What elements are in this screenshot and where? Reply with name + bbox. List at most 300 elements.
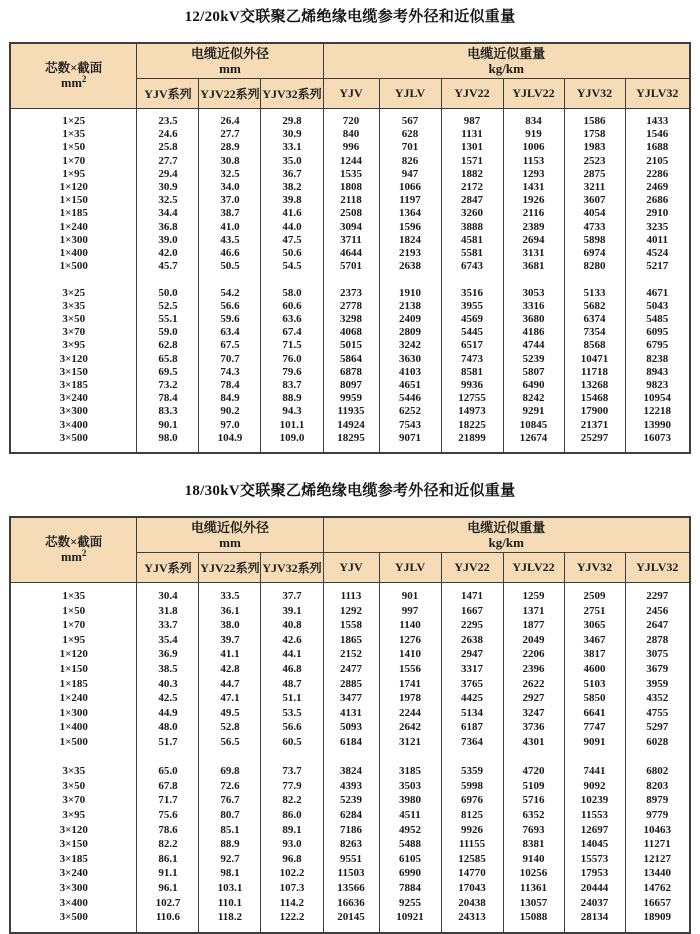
value-cell: 33.1: [261, 141, 323, 154]
value-cell: 51.1: [261, 691, 323, 706]
value-cell: 2206: [503, 647, 564, 662]
value-cell: 58.0: [261, 287, 323, 300]
value-cell: 996: [323, 141, 379, 154]
spec-cell: 1×50: [10, 141, 137, 154]
spacer-cell: [564, 750, 625, 765]
value-cell: 65.8: [137, 353, 199, 366]
value-cell: 55.1: [137, 313, 199, 326]
value-cell: 11271: [625, 837, 690, 852]
table-row: [10, 633, 690, 648]
col-header-yjv22-series: YJV22系列: [199, 79, 261, 109]
value-cell: 4671: [625, 287, 690, 300]
value-cell: 33.5: [199, 583, 261, 604]
value-cell: 6976: [441, 793, 503, 808]
value-cell: 4011: [625, 234, 690, 247]
value-cell: 14762: [625, 881, 690, 896]
value-cell: 48.7: [261, 677, 323, 692]
value-cell: 38.2: [261, 181, 323, 194]
value-cell: 5488: [379, 837, 441, 852]
value-cell: 3824: [323, 764, 379, 779]
value-cell: 947: [379, 168, 441, 181]
value-cell: 6187: [441, 720, 503, 735]
value-cell: 52.5: [137, 300, 199, 313]
value-cell: 4524: [625, 247, 690, 260]
value-cell: 110.6: [137, 910, 199, 933]
table-body: [10, 109, 690, 454]
value-cell: 118.2: [199, 910, 261, 933]
value-cell: 10256: [503, 866, 564, 881]
spec-cell: 1×70: [10, 618, 137, 633]
col-header-yjv22: YJV22: [441, 79, 503, 109]
table-row: [10, 604, 690, 619]
value-cell: 9091: [564, 735, 625, 750]
value-cell: 28134: [564, 910, 625, 933]
value-cell: 10239: [564, 793, 625, 808]
value-cell: 919: [503, 128, 564, 141]
value-cell: 1006: [503, 141, 564, 154]
value-cell: 1131: [441, 128, 503, 141]
table-row: [10, 109, 690, 129]
value-cell: 1293: [503, 168, 564, 181]
spec-cell: 1×500: [10, 735, 137, 750]
table-row: [10, 128, 690, 141]
value-cell: 60.5: [261, 735, 323, 750]
table-row: [10, 881, 690, 896]
value-cell: 2509: [564, 583, 625, 604]
value-cell: 4644: [323, 247, 379, 260]
spec-cell: 3×120: [10, 823, 137, 838]
od-group-label: 电缆近似外径: [190, 520, 269, 536]
value-cell: 10921: [379, 910, 441, 933]
value-cell: 9959: [323, 392, 379, 405]
spec-cell: 1×240: [10, 221, 137, 234]
value-cell: 90.2: [199, 405, 261, 418]
value-cell: 79.6: [261, 366, 323, 379]
value-cell: 13268: [564, 379, 625, 392]
col-header-outer-diameter: [137, 43, 323, 79]
value-cell: 3242: [379, 339, 441, 352]
value-cell: 5043: [625, 300, 690, 313]
value-cell: 3185: [379, 764, 441, 779]
value-cell: 5701: [323, 260, 379, 273]
od-group-label: 电缆近似外径: [190, 46, 269, 61]
value-cell: 12697: [564, 823, 625, 838]
spec-cell: 3×400: [10, 419, 137, 432]
col-header-yjv: YJV: [323, 553, 379, 583]
value-cell: 5239: [503, 353, 564, 366]
wt-unit-label: kg/km: [488, 535, 524, 551]
spec-unit: $mm^2$: [61, 547, 87, 565]
value-cell: 1292: [323, 604, 379, 619]
value-cell: 6374: [564, 313, 625, 326]
value-cell: 23.5: [137, 109, 199, 129]
value-cell: 76.0: [261, 353, 323, 366]
spec-cell: 3×120: [10, 353, 137, 366]
value-cell: 3817: [564, 647, 625, 662]
value-cell: 37.0: [199, 194, 261, 207]
value-cell: 42.6: [261, 633, 323, 648]
value-cell: 38.0: [199, 618, 261, 633]
value-cell: 39.8: [261, 194, 323, 207]
value-cell: 13990: [625, 419, 690, 432]
value-cell: 73.2: [137, 379, 199, 392]
value-cell: 6184: [323, 735, 379, 750]
value-cell: 8238: [625, 353, 690, 366]
table-row: [10, 300, 690, 313]
value-cell: 51.7: [137, 735, 199, 750]
value-cell: 628: [379, 128, 441, 141]
value-cell: 71.5: [261, 339, 323, 352]
value-cell: 2686: [625, 194, 690, 207]
value-cell: 3235: [625, 221, 690, 234]
value-cell: 2927: [503, 691, 564, 706]
value-cell: 2694: [503, 234, 564, 247]
value-cell: 2622: [503, 677, 564, 692]
value-cell: 13057: [503, 896, 564, 911]
spec-cell: 3×95: [10, 808, 137, 823]
value-cell: 5446: [379, 392, 441, 405]
spec-cell: 1×50: [10, 604, 137, 619]
spec-cell: 3×70: [10, 326, 137, 339]
spec-cell: 3×240: [10, 392, 137, 405]
value-cell: 12755: [441, 392, 503, 405]
table-row: [10, 432, 690, 453]
value-cell: 4186: [503, 326, 564, 339]
value-cell: 2286: [625, 168, 690, 181]
value-cell: 32.5: [137, 194, 199, 207]
value-cell: 4054: [564, 207, 625, 220]
table-row: [10, 779, 690, 794]
value-cell: 9926: [441, 823, 503, 838]
value-cell: 8097: [323, 379, 379, 392]
value-cell: 30.9: [137, 181, 199, 194]
value-cell: 2244: [379, 706, 441, 721]
value-cell: 1882: [441, 168, 503, 181]
value-cell: 9551: [323, 852, 379, 867]
value-cell: 9823: [625, 379, 690, 392]
value-cell: 9291: [503, 405, 564, 418]
value-cell: 10471: [564, 353, 625, 366]
value-cell: 8280: [564, 260, 625, 273]
value-cell: 2389: [503, 221, 564, 234]
value-cell: 90.1: [137, 419, 199, 432]
value-cell: 1371: [503, 604, 564, 619]
value-cell: 3316: [503, 300, 564, 313]
col-header-yjlv: YJLV: [379, 79, 441, 109]
value-cell: 12674: [503, 432, 564, 453]
spacer-cell: [503, 750, 564, 765]
value-cell: 3680: [503, 313, 564, 326]
value-cell: 1808: [323, 181, 379, 194]
value-cell: 1667: [441, 604, 503, 619]
value-cell: 41.6: [261, 207, 323, 220]
value-cell: 71.7: [137, 793, 199, 808]
table-row: [10, 155, 690, 168]
value-cell: 2049: [503, 633, 564, 648]
value-cell: 83.7: [261, 379, 323, 392]
value-cell: 96.8: [261, 852, 323, 867]
value-cell: 39.0: [137, 234, 199, 247]
value-cell: 44.1: [261, 647, 323, 662]
value-cell: 20438: [441, 896, 503, 911]
value-cell: 46.8: [261, 662, 323, 677]
value-cell: 24037: [564, 896, 625, 911]
value-cell: 15468: [564, 392, 625, 405]
value-cell: 41.1: [199, 647, 261, 662]
spec-cell: 3×240: [10, 866, 137, 881]
table-row: [10, 168, 690, 181]
table-row: [10, 735, 690, 750]
table-row: [10, 793, 690, 808]
value-cell: 20444: [564, 881, 625, 896]
value-cell: 96.1: [137, 881, 199, 896]
value-cell: 8979: [625, 793, 690, 808]
value-cell: 1983: [564, 141, 625, 154]
value-cell: 1586: [564, 109, 625, 129]
value-cell: 26.4: [199, 109, 261, 129]
value-cell: 10954: [625, 392, 690, 405]
value-cell: 1558: [323, 618, 379, 633]
value-cell: 1471: [441, 583, 503, 604]
value-cell: 114.2: [261, 896, 323, 911]
value-cell: 6802: [625, 764, 690, 779]
value-cell: 10845: [503, 419, 564, 432]
spacer-cell: [379, 750, 441, 765]
value-cell: 2878: [625, 633, 690, 648]
value-cell: 5807: [503, 366, 564, 379]
value-cell: 2508: [323, 207, 379, 220]
value-cell: 15573: [564, 852, 625, 867]
value-cell: 1535: [323, 168, 379, 181]
value-cell: 3765: [441, 677, 503, 692]
value-cell: 42.8: [199, 662, 261, 677]
value-cell: 1824: [379, 234, 441, 247]
spacer-cell: [261, 273, 323, 286]
value-cell: 2523: [564, 155, 625, 168]
spacer-cell: [199, 750, 261, 765]
table-row: [10, 419, 690, 432]
value-cell: 5103: [564, 677, 625, 692]
value-cell: 3211: [564, 181, 625, 194]
value-cell: 1364: [379, 207, 441, 220]
value-cell: 3607: [564, 194, 625, 207]
value-cell: 1571: [441, 155, 503, 168]
table-row: [10, 662, 690, 677]
value-cell: 6028: [625, 735, 690, 750]
value-cell: 104.9: [199, 432, 261, 453]
value-cell: 3298: [323, 313, 379, 326]
value-cell: 86.1: [137, 852, 199, 867]
value-cell: 840: [323, 128, 379, 141]
value-cell: 15088: [503, 910, 564, 933]
value-cell: 3679: [625, 662, 690, 677]
value-cell: 85.1: [199, 823, 261, 838]
value-cell: 45.7: [137, 260, 199, 273]
od-unit-label: mm: [219, 535, 241, 551]
spec-label: 芯数×截面: [45, 535, 103, 550]
spec-cell: 1×95: [10, 633, 137, 648]
value-cell: 12585: [441, 852, 503, 867]
value-cell: 83.3: [137, 405, 199, 418]
value-cell: 24313: [441, 910, 503, 933]
value-cell: 72.6: [199, 779, 261, 794]
header-row-groups: [10, 43, 690, 79]
value-cell: 567: [379, 109, 441, 129]
value-cell: 70.7: [199, 353, 261, 366]
value-cell: 2456: [625, 604, 690, 619]
table-row: [10, 194, 690, 207]
value-cell: 50.0: [137, 287, 199, 300]
value-cell: 82.2: [137, 837, 199, 852]
value-cell: 2373: [323, 287, 379, 300]
value-cell: 92.7: [199, 852, 261, 867]
table-body: [10, 583, 690, 933]
col-header-yjv32-series: YJV32系列: [261, 79, 323, 109]
value-cell: 122.2: [261, 910, 323, 933]
table-row: [10, 366, 690, 379]
value-cell: 4569: [441, 313, 503, 326]
value-cell: 98.0: [137, 432, 199, 453]
value-cell: 7354: [564, 326, 625, 339]
value-cell: 3317: [441, 662, 503, 677]
table-row: [10, 647, 690, 662]
value-cell: 65.0: [137, 764, 199, 779]
value-cell: 5850: [564, 691, 625, 706]
value-cell: 1259: [503, 583, 564, 604]
spec-cell: 1×500: [10, 260, 137, 273]
value-cell: 9779: [625, 808, 690, 823]
table-row: [10, 852, 690, 867]
value-cell: 2193: [379, 247, 441, 260]
value-cell: 8943: [625, 366, 690, 379]
value-cell: 94.3: [261, 405, 323, 418]
value-cell: 5581: [441, 247, 503, 260]
value-cell: 3888: [441, 221, 503, 234]
value-cell: 5093: [323, 720, 379, 735]
value-cell: 52.8: [199, 720, 261, 735]
value-cell: 3681: [503, 260, 564, 273]
spec-cell: 1×120: [10, 647, 137, 662]
spacer-cell: [625, 750, 690, 765]
col-header-spec: [10, 517, 137, 583]
value-cell: 29.8: [261, 109, 323, 129]
table-row: [10, 141, 690, 154]
col-header-weight: [323, 43, 690, 79]
value-cell: 80.7: [199, 808, 261, 823]
value-cell: 27.7: [199, 128, 261, 141]
value-cell: 6974: [564, 247, 625, 260]
value-cell: 17900: [564, 405, 625, 418]
value-cell: 7364: [441, 735, 503, 750]
value-cell: 4425: [441, 691, 503, 706]
value-cell: 5716: [503, 793, 564, 808]
value-cell: 4952: [379, 823, 441, 838]
value-cell: 2172: [441, 181, 503, 194]
table-row: [10, 326, 690, 339]
value-cell: 2118: [323, 194, 379, 207]
table-row: [10, 618, 690, 633]
value-cell: 16636: [323, 896, 379, 911]
value-cell: 59.6: [199, 313, 261, 326]
col-header-yjv: YJV: [323, 79, 379, 109]
value-cell: 2409: [379, 313, 441, 326]
spec-cell: 3×300: [10, 405, 137, 418]
spec-cell: 3×300: [10, 881, 137, 896]
value-cell: 21899: [441, 432, 503, 453]
value-cell: 11935: [323, 405, 379, 418]
spec-cell: 3×50: [10, 313, 137, 326]
spec-cell: 1×25: [10, 109, 137, 129]
spec-cell: 1×400: [10, 247, 137, 260]
value-cell: 67.5: [199, 339, 261, 352]
value-cell: 14924: [323, 419, 379, 432]
spec-cell: 3×35: [10, 300, 137, 313]
value-cell: 1431: [503, 181, 564, 194]
cable-table-12-20kv: [9, 42, 691, 454]
spec-cell: 1×400: [10, 720, 137, 735]
spec-cell: 1×185: [10, 207, 137, 220]
spacer-cell: [10, 750, 137, 765]
spacer-cell: [503, 273, 564, 286]
wt-group-label: 电缆近似重量: [467, 520, 546, 536]
value-cell: 826: [379, 155, 441, 168]
value-cell: 62.8: [137, 339, 199, 352]
table-row: [10, 764, 690, 779]
value-cell: 7473: [441, 353, 503, 366]
value-cell: 10463: [625, 823, 690, 838]
value-cell: 34.0: [199, 181, 261, 194]
value-cell: 8203: [625, 779, 690, 794]
value-cell: 4352: [625, 691, 690, 706]
value-cell: 2778: [323, 300, 379, 313]
value-cell: 25297: [564, 432, 625, 453]
value-cell: 4744: [503, 339, 564, 352]
spec-label: 芯数×截面: [45, 61, 103, 75]
value-cell: 69.8: [199, 764, 261, 779]
value-cell: 7884: [379, 881, 441, 896]
value-cell: 5133: [564, 287, 625, 300]
value-cell: 3477: [323, 691, 379, 706]
col-header-yjv22: YJV22: [441, 553, 503, 583]
table-row: [10, 837, 690, 852]
value-cell: 1546: [625, 128, 690, 141]
value-cell: 16657: [625, 896, 690, 911]
value-cell: 39.7: [199, 633, 261, 648]
value-cell: 27.7: [137, 155, 199, 168]
value-cell: 6795: [625, 339, 690, 352]
col-header-yjv22-series: YJV22系列: [199, 553, 261, 583]
spec-cell: 3×500: [10, 432, 137, 453]
value-cell: 109.0: [261, 432, 323, 453]
table-row: [10, 234, 690, 247]
value-cell: 5485: [625, 313, 690, 326]
value-cell: 103.1: [199, 881, 261, 896]
spec-cell: 3×95: [10, 339, 137, 352]
value-cell: 2910: [625, 207, 690, 220]
value-cell: 1113: [323, 583, 379, 604]
table-title-12-20kv: 12/20kV交联聚乙烯绝缘电缆参考外径和近似重量: [184, 9, 516, 25]
value-cell: 3131: [503, 247, 564, 260]
header-row-groups: [10, 517, 690, 553]
value-cell: 1556: [379, 662, 441, 677]
value-cell: 20145: [323, 910, 379, 933]
value-cell: 701: [379, 141, 441, 154]
value-cell: 32.5: [199, 168, 261, 181]
value-cell: 42.5: [137, 691, 199, 706]
value-cell: 6517: [441, 339, 503, 352]
value-cell: 56.5: [199, 735, 261, 750]
value-cell: 77.9: [261, 779, 323, 794]
